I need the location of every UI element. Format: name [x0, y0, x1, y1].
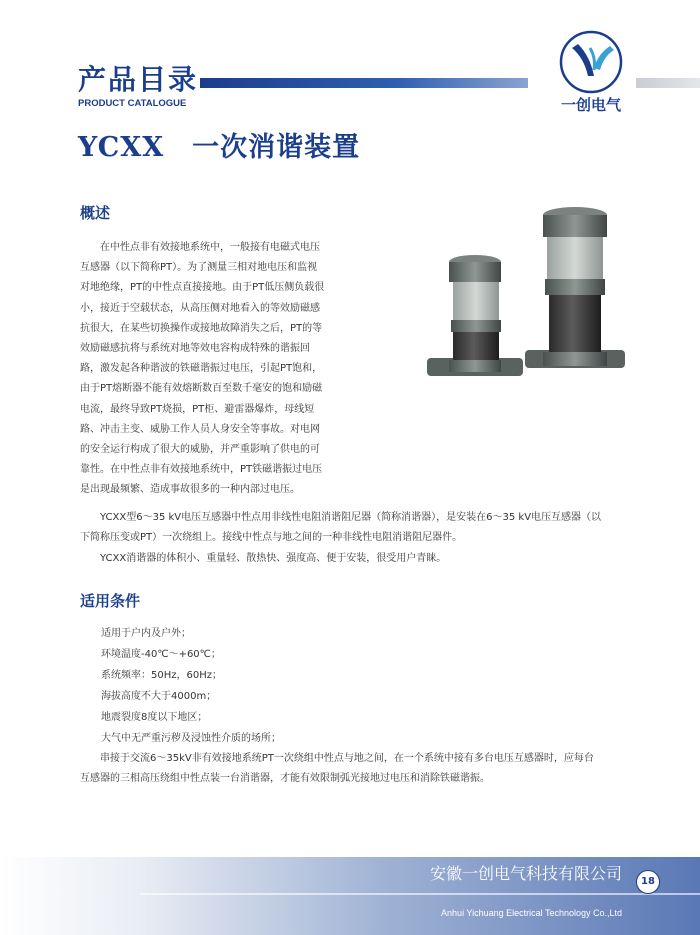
overview-line: 的安全运行构成了很大的威胁，并严重影响了供电的可 [80, 444, 320, 456]
conditions-line: 互感器的三相高压绕组中性点装一台消谐器，才能有效限制弧光接地过电压和消除铁磁谐振。 [80, 773, 490, 785]
footer-divider [140, 893, 700, 895]
overview-paragraph-2 [80, 508, 640, 548]
logo-mark-icon [550, 28, 632, 96]
overview-line: YCXX型6～35 kV电压互感器中性点用非线性电阻消谐阻尼器（简称消谐器），是安装在6～35 kV电压互感器（以 [100, 512, 602, 523]
condition-item: 海拔高度不大于4000m； [101, 691, 217, 702]
overview-paragraph-3 [80, 549, 640, 569]
resonance-eliminator-short [427, 255, 523, 376]
overview-line: 是出现最频繁、造成事故很多的一种内部过电压。 [80, 484, 300, 496]
header-accent-bar [200, 78, 528, 88]
resonance-eliminator-tall [525, 207, 625, 368]
condition-item: 大气中无严重污秽及浸蚀性介质的场所； [101, 733, 281, 744]
overview-line: 效励磁感抗将与系统对地等效电容构成特殊的谐振回 [80, 343, 310, 355]
product-title: YCXX 一次消谐装置 [78, 132, 361, 163]
overview-paragraph [80, 238, 350, 501]
logo-text: 一创电气 [560, 96, 621, 114]
overview-line: 由于PT熔断器不能有效熔断数百至数千毫安的饱和励磁 [80, 383, 323, 395]
overview-line: 路、冲击主变、威胁工作人员人身安全等事故。对电网 [80, 423, 320, 435]
overview-line: 互感器（以下简称PT）。为了测量三相对地电压和监视 [80, 262, 318, 274]
condition-item: 环境温度-40℃～+60℃； [101, 649, 221, 660]
overview-line: 抗很大，在某些切换操作或接地故障消失之后，PT的等 [80, 322, 323, 334]
product-photo [425, 200, 645, 400]
overview-line: YCXX消谐器的体积小、重量轻、散热快、强度高、便于安装，很受用户青睐。 [100, 553, 447, 564]
conditions-line: 串接于交流6～35kV非有效接地系统PT一次绕组中性点与地之间，在一个系统中接有多台电压互感器时，应每台 [100, 753, 594, 764]
conditions-heading: 适用条件 [80, 592, 141, 610]
overview-heading: 概述 [80, 204, 111, 222]
condition-item: 地震裂度8度以下地区； [101, 712, 208, 723]
page-number: 18 [636, 870, 660, 894]
overview-line: 下简称压变或PT）一次绕组上。接线中性点与地之间的一种非线性电阻消谐阻尼器件。 [80, 532, 463, 544]
overview-line: 在中性点非有效接地系统中，一般接有电磁式电压 [100, 242, 320, 253]
overview-line: 路，激发起各种谐波的铁磁谐振过电压，引起PT饱和， [80, 363, 323, 375]
overview-line: 靠性。在中性点非有效接地系统中，PT铁磁谐振过电压 [80, 464, 323, 476]
company-logo [550, 28, 632, 118]
header-accent-bar-right [636, 78, 700, 88]
footer-company-name-en: Anhui Yichuang Electrical Technology Co.,Ltd [441, 908, 622, 918]
conditions-final-paragraph [80, 749, 640, 789]
condition-item: 系统频率：50Hz，60Hz； [101, 670, 222, 681]
overview-line: 小，接近于空载状态，从高压侧对地看入的等效励磁感 [80, 302, 320, 314]
catalogue-subtitle: PRODUCT CATALOGUE [78, 98, 187, 109]
overview-line: 对地绝缘，PT的中性点直接接地。由于PT低压侧负载很 [80, 282, 325, 294]
catalogue-title: 产品目录 [78, 63, 199, 96]
condition-item: 适用于户内及户外； [101, 628, 191, 639]
overview-line: 电流，最终导致PT烧损，PT柜、避雷器爆炸，母线短 [80, 403, 315, 415]
footer-company-name: 安徽一创电气科技有限公司 [429, 864, 622, 883]
